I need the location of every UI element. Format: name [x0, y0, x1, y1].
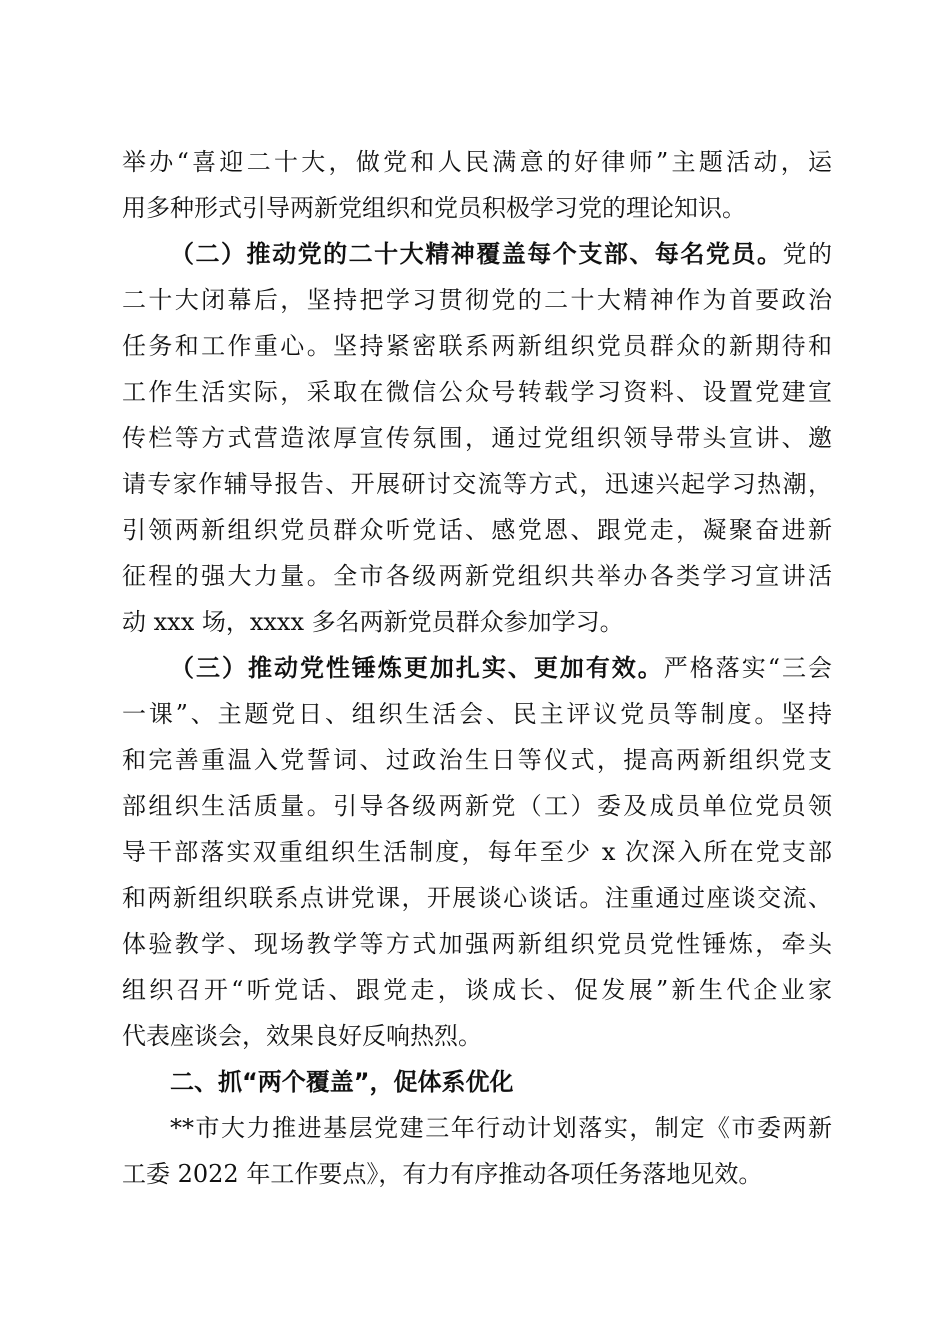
- section-3-heading: （三）推动党性锤炼更加扎实、更加有效。: [170, 653, 664, 682]
- section-2-line-6: 请专家作辅导报告、开展研讨交流等方式，迅速兴起学习热潮，: [122, 470, 832, 498]
- section-2-heading: （二）推动党的二十大精神覆盖每个支部、每名党员。: [170, 239, 783, 268]
- section-3-line-3: 和完善重温入党誓词、过政治生日等仪式，提高两新组织党支: [122, 746, 832, 774]
- section-2-line-2: 二十大闭幕后，坚持把学习贯彻党的二十大精神作为首要政治: [122, 286, 832, 314]
- paragraph-last-line-2: 工委 2022 年工作要点》，有力有序推动各项任务落地见效。: [122, 1160, 763, 1188]
- section-3-line-9: 代表座谈会，效果良好反响热烈。: [122, 1022, 482, 1050]
- section-3-line-1-text: 严格落实“三会: [663, 654, 832, 682]
- paragraph-last-line-1: **市大力推进基层党建三年行动计划落实，制定《市委两新: [170, 1114, 832, 1142]
- section-2-first-line: [170, 239, 832, 269]
- section-3-line-4: 部组织生活质量。引导各级两新党（工）委及成员单位党员领: [122, 792, 832, 820]
- section-3-first-line: [170, 653, 832, 683]
- section-heading-2: 二、抓“两个覆盖”，促体系优化: [170, 1068, 514, 1096]
- section-2-line-5: 传栏等方式营造浓厚宣传氛围，通过党组织领导带头宣讲、邀: [122, 424, 832, 452]
- section-3-line-5: 导干部落实双重组织生活制度，每年至少 x 次深入所在党支部: [122, 838, 832, 866]
- paragraph-1-line-2: 用多种形式引导两新党组织和党员积极学习党的理论知识。: [122, 194, 746, 222]
- section-2-line-1-text: 党的: [782, 240, 832, 268]
- section-3-line-6: 和两新组织联系点讲党课，开展谈心谈话。注重通过座谈交流、: [122, 884, 832, 912]
- section-2-line-4: 工作生活实际，采取在微信公众号转载学习资料、设置党建宣: [122, 378, 832, 406]
- section-2-line-3: 任务和工作重心。坚持紧密联系两新组织党员群众的新期待和: [122, 332, 832, 360]
- section-2-line-7: 引领两新组织党员群众听党话、感党恩、跟党走，凝聚奋进新: [122, 516, 832, 544]
- section-3-line-7: 体验教学、现场教学等方式加强两新组织党员党性锤炼，牵头: [122, 930, 832, 958]
- paragraph-1-line-1: 举办“喜迎二十大，做党和人民满意的好律师”主题活动，运: [122, 148, 832, 176]
- section-3-line-2: 一课”、主题党日、组织生活会、民主评议党员等制度。坚持: [122, 700, 832, 728]
- section-2-line-9: 动 xxx 场，xxxx 多名两新党员群众参加学习。: [122, 608, 624, 636]
- section-2-line-8: 征程的强大力量。全市各级两新党组织共举办各类学习宣讲活: [122, 562, 832, 590]
- section-3-line-8: 组织召开“听党话、跟党走，谈成长、促发展”新生代企业家: [122, 976, 832, 1004]
